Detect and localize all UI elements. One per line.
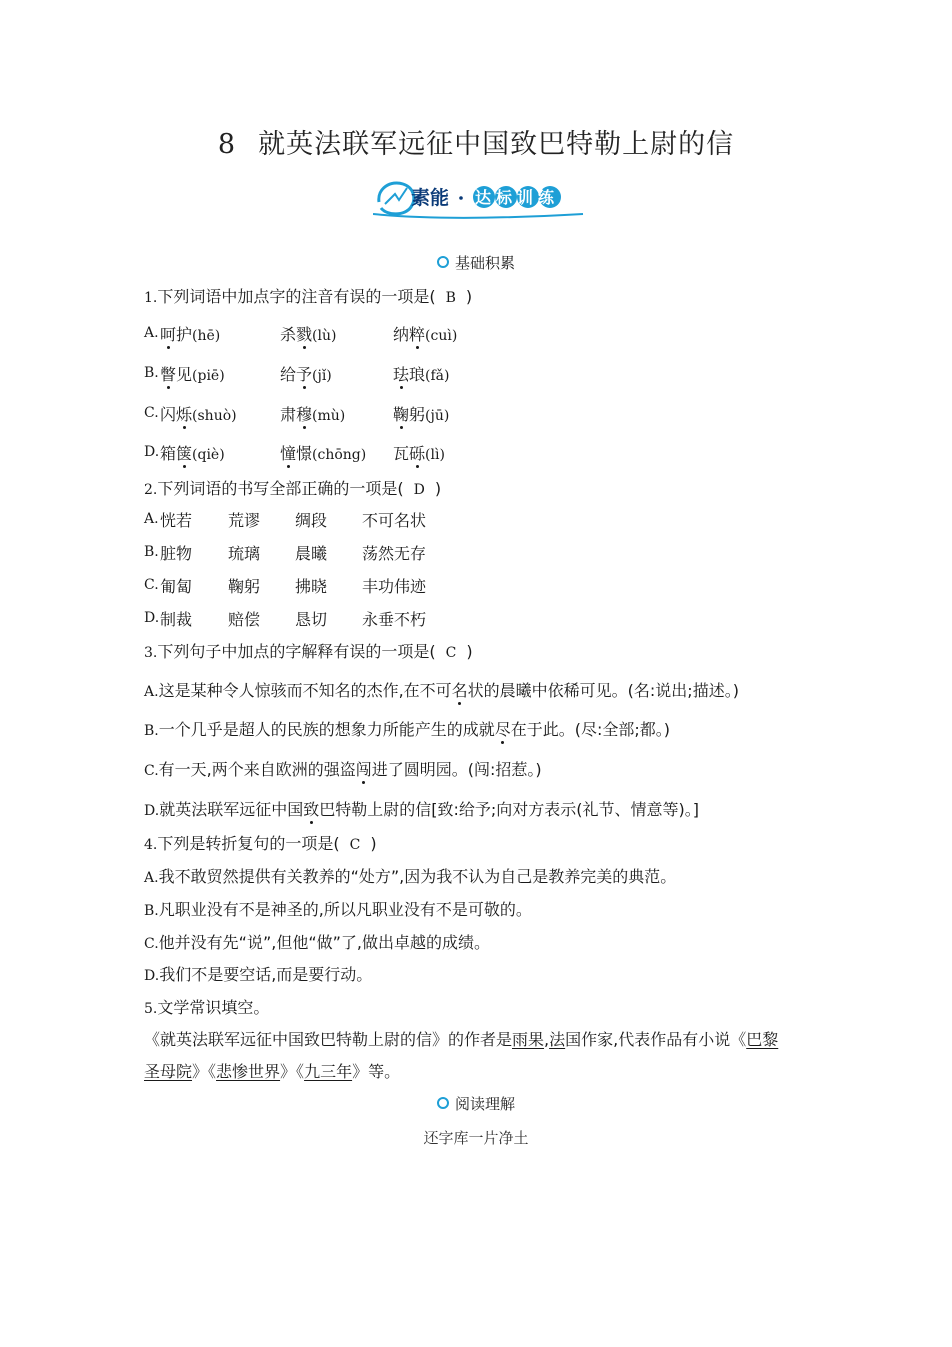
q1-c-item-2: 肃穆(mù) bbox=[280, 405, 346, 424]
banner-graphic bbox=[373, 174, 587, 222]
q1-c-item-1: 闪烁(shuò) bbox=[160, 405, 237, 424]
banner-main-text: 素能 bbox=[411, 187, 450, 209]
q1-a-item-1: 呵护(hē) bbox=[160, 325, 221, 344]
question-5: 5.文学常识填空。 bbox=[144, 998, 270, 1017]
page-title bbox=[0, 122, 952, 161]
question-3: 3.下列句子中加点的字解释有误的一项是( C ) bbox=[144, 642, 473, 661]
q2-option-a: A. 恍若 荒谬 绸段 不可名状 bbox=[144, 511, 427, 530]
q3-option-c: C.有一天,两个来自欧洲的强盗闯进了圆明园。(闯:招惹。) bbox=[144, 760, 542, 779]
answer-2: D bbox=[413, 482, 425, 498]
blank-work-3: 九三年 bbox=[304, 1062, 353, 1081]
blank-work-2: 悲惨世界 bbox=[216, 1062, 281, 1081]
q1-a-item-3: 纳粹(cuì) bbox=[393, 325, 458, 344]
lesson-title: 就英法联军远征中国致巴特勒上尉的信 bbox=[258, 129, 735, 160]
q1-b-item-2: 给予(jǐ) bbox=[280, 365, 332, 384]
banner-sub-text: 达标训练 bbox=[475, 188, 560, 207]
q3-option-b: B.一个几乎是超人的民族的想象力所能产生的成就尽在于此。(尽:全部;都。) bbox=[144, 720, 671, 739]
q5-answer-line-2: 圣母院》《悲惨世界》《九三年》等。 bbox=[144, 1062, 401, 1081]
q1-b-item-1: 瞥见(piē) bbox=[160, 365, 225, 384]
ring-icon bbox=[437, 256, 449, 268]
q3-option-d: D.就英法联军远征中国致巴特勒上尉的信[致:给予;向对方表示(礼节、情意等)。] bbox=[144, 800, 699, 819]
section-heading-basic: 基础积累 bbox=[0, 252, 952, 273]
ring-icon bbox=[437, 1097, 449, 1109]
answer-1: B bbox=[445, 290, 456, 306]
q1-c-item-3: 鞠躬(jū) bbox=[393, 405, 450, 424]
q1-option-b: B. 瞥见(piē) 给予(jǐ) 珐琅(fǎ) bbox=[144, 362, 159, 381]
lesson-number: 8 bbox=[217, 129, 237, 160]
question-2: 2.下列词语的书写全部正确的一项是( D ) bbox=[144, 479, 442, 498]
answer-4: C bbox=[349, 837, 361, 853]
question-1: 1.下列词语中加点字的注音有误的一项是( B ) bbox=[144, 287, 473, 306]
q1-option-c: C. 闪烁(shuò) 肃穆(mù) 鞠躬(jū) bbox=[144, 402, 159, 421]
q4-option-c: C.他并没有先“说”,但他“做”了,做出卓越的成绩。 bbox=[144, 933, 491, 952]
q1-a-item-2: 杀戮(lù) bbox=[280, 325, 337, 344]
q1-option-d: D. 箱箧(qiè) 憧憬(chōng) 瓦砾(lì) bbox=[144, 441, 159, 460]
blank-work-1a: 巴黎 bbox=[746, 1030, 779, 1049]
section-heading-reading: 阅读理解 bbox=[0, 1093, 952, 1114]
blank-work-1b: 圣母院 bbox=[144, 1062, 193, 1081]
blank-author: 雨果 bbox=[512, 1030, 545, 1049]
question-4: 4.下列是转折复句的一项是( C ) bbox=[144, 834, 377, 853]
q4-option-a: A.我不敢贸然提供有关教养的“处方”,因为我不认为自己是教养完美的典范。 bbox=[144, 867, 677, 886]
section-banner bbox=[373, 174, 587, 222]
answer-3: C bbox=[445, 645, 457, 661]
q1-b-item-3: 珐琅(fǎ) bbox=[393, 365, 450, 384]
blank-country: 法 bbox=[549, 1030, 566, 1049]
footer-watermark-text: 还字库一片净土 bbox=[423, 1129, 529, 1147]
q3-option-a: A.这是某种令人惊骇而不知名的杰作,在不可名状的晨曦中依稀可见。(名:说出;描述。) bbox=[144, 681, 739, 700]
q1-d-item-3: 瓦砾(lì) bbox=[393, 444, 445, 463]
q4-option-d: D.我们不是要空话,而是要行动。 bbox=[144, 965, 373, 984]
q2-option-b: B. 脏物 琉璃 晨曦 荡然无存 bbox=[144, 544, 427, 563]
q2-option-d: D. 制裁 赔偿 恳切 永垂不朽 bbox=[144, 610, 427, 629]
q2-option-c: C. 匍匐 鞠躬 拂晓 丰功伟迹 bbox=[144, 577, 427, 596]
q4-option-b: B.凡职业没有不是神圣的,所以凡职业没有不是可敬的。 bbox=[144, 900, 532, 919]
q1-option-a: A. 呵护(hē) 杀戮(lù) 纳粹(cuì) bbox=[144, 322, 159, 341]
q5-answer-line-1: 《就英法联军远征中国致巴特勒上尉的信》的作者是雨果,法国作家,代表作品有小说《巴黎 bbox=[144, 1030, 779, 1049]
q1-d-item-1: 箱箧(qiè) bbox=[160, 444, 225, 463]
q1-d-item-2: 憧憬(chōng) bbox=[280, 444, 367, 463]
